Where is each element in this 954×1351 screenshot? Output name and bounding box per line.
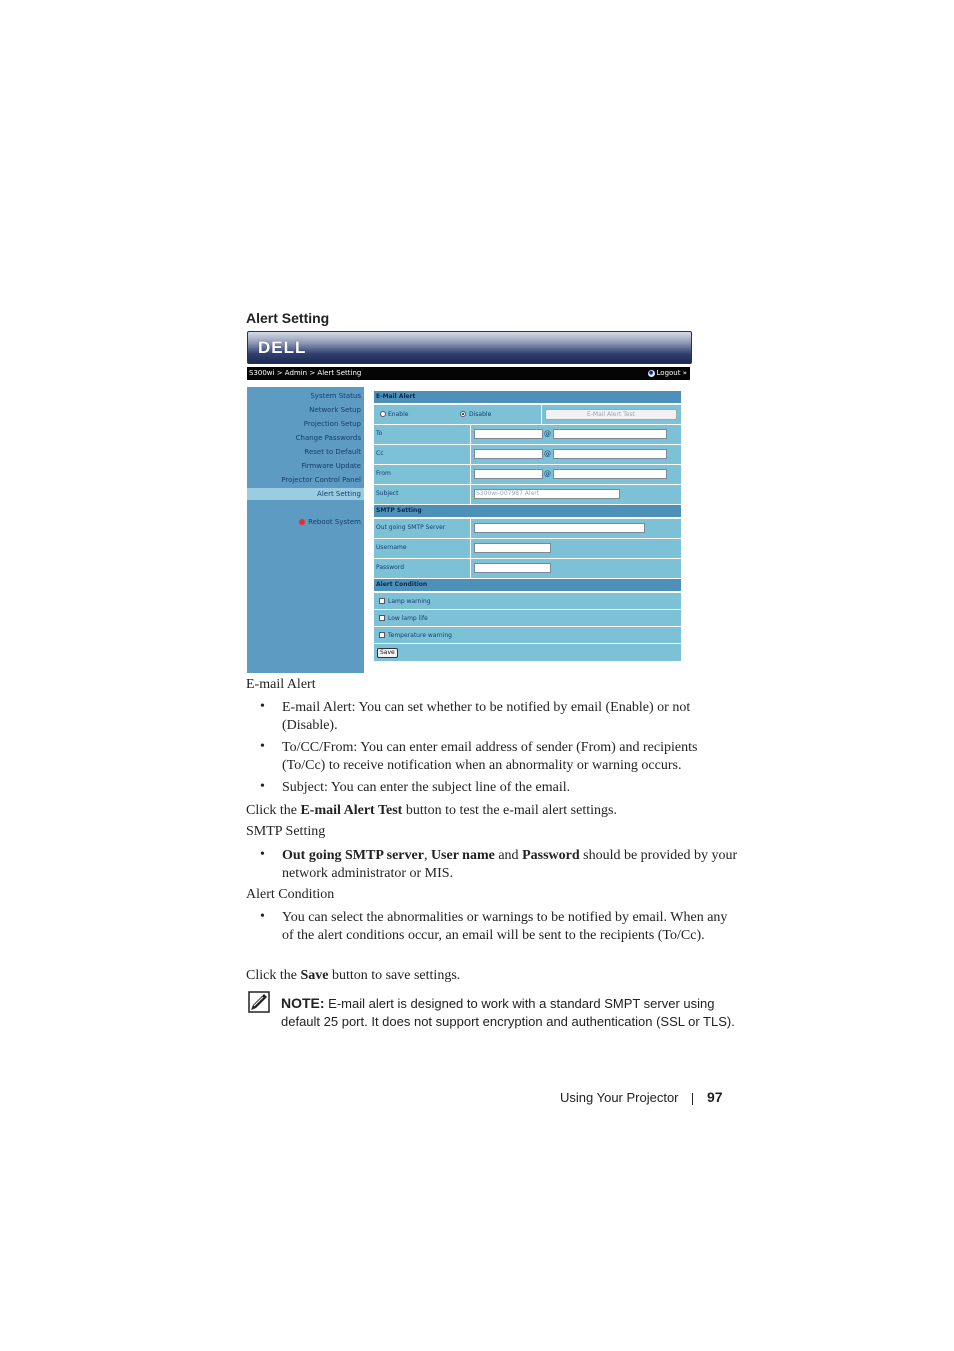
- bullet: •: [260, 779, 265, 794]
- email-alert-test-button[interactable]: E-Mail Alert Test: [545, 409, 677, 420]
- low-lamp-life-label: Low lamp life: [388, 615, 428, 622]
- low-lamp-life-checkbox[interactable]: [379, 615, 385, 621]
- breadcrumb: S300wi > Admin > Alert Setting: [249, 369, 362, 377]
- sidebar-item-alert-setting[interactable]: Alert Setting: [317, 490, 361, 498]
- bullet: •: [260, 739, 265, 754]
- subject-row: [374, 485, 681, 505]
- to-label: To: [376, 430, 383, 437]
- smtp-bullet: Out going SMTP server, User name and Password should be provided by your network administrator or MIS.: [282, 848, 738, 881]
- bullet: •: [260, 847, 265, 862]
- sidebar-item-projection-setup[interactable]: Projection Setup: [303, 420, 361, 428]
- at-symbol: @: [544, 470, 551, 478]
- alert-condition-heading: Alert Condition: [246, 887, 335, 902]
- cell-divider: [470, 485, 471, 504]
- alert-condition-header: Alert Condition: [374, 579, 681, 591]
- smtp-server-row: [374, 519, 681, 539]
- save-button[interactable]: Save: [377, 648, 398, 658]
- logout-label: Logout »: [656, 369, 687, 377]
- temperature-warning-row: [374, 627, 681, 644]
- lamp-warning-label: Lamp warning: [388, 598, 431, 605]
- low-lamp-life-row: [374, 610, 681, 627]
- dell-logo: DELL: [258, 338, 307, 357]
- cc-label: Cc: [376, 450, 384, 457]
- enable-radio[interactable]: [380, 411, 386, 417]
- subject-input[interactable]: S300wi-007987 Alert: [474, 489, 620, 499]
- cell-divider: [470, 519, 471, 538]
- lamp-warning-checkbox[interactable]: [379, 598, 385, 604]
- save-row: [374, 644, 681, 661]
- cc-domain-input[interactable]: [553, 449, 667, 459]
- at-symbol: @: [544, 430, 551, 438]
- disable-radio[interactable]: [460, 411, 466, 417]
- password-label: Password: [376, 564, 405, 571]
- sidebar-item-projector-control-panel[interactable]: Projector Control Panel: [281, 476, 361, 484]
- sidebar-item-firmware-update[interactable]: Firmware Update: [301, 462, 361, 470]
- logout-link[interactable]: [648, 367, 687, 380]
- email-alert-header: E-Mail Alert: [374, 391, 681, 403]
- page-number: 97: [707, 1089, 723, 1105]
- password-row: [374, 559, 681, 579]
- email-bullet-2: To/CC/From: You can enter email address of sender (From) and recipients (To/Cc) to receive notification when an abnormality or warning occurs.: [282, 740, 698, 773]
- sidebar-item-network-setup[interactable]: Network Setup: [309, 406, 361, 414]
- alert-bullet: You can select the abnormalities or warnings to be notified by email. When any of the alert conditions occur, an email will be sent to the recipients (To/Cc).: [282, 910, 728, 943]
- subject-label: Subject: [376, 490, 399, 497]
- cell-divider: [470, 539, 471, 558]
- cc-row: [374, 445, 681, 465]
- cell-divider: [470, 559, 471, 578]
- lamp-warning-row: [374, 593, 681, 610]
- power-icon: ●: [648, 370, 654, 376]
- from-domain-input[interactable]: [553, 469, 667, 479]
- temperature-warning-label: Temperature warning: [388, 632, 452, 639]
- sidebar-item-reset-to-default[interactable]: Reset to Default: [304, 448, 361, 456]
- from-user-input[interactable]: [474, 469, 543, 479]
- email-bullet-3: Subject: You can enter the subject line of the email.: [282, 780, 571, 795]
- at-symbol: @: [544, 450, 551, 458]
- cell-divider: [470, 445, 471, 464]
- username-row: [374, 539, 681, 559]
- to-row: [374, 425, 681, 445]
- to-domain-input[interactable]: [553, 429, 667, 439]
- disable-label: Disable: [469, 411, 492, 418]
- note-pencil-icon: [248, 991, 270, 1013]
- reboot-system-button[interactable]: [299, 518, 361, 526]
- username-label: Username: [376, 544, 407, 551]
- note-text: E-mail alert is designed to work with a standard SMPT server using default 25 port. It does not support encryption and authentication (SSL or TLS).: [281, 996, 735, 1029]
- smtp-heading: SMTP Setting: [246, 824, 326, 839]
- enable-row: [374, 405, 681, 425]
- test-instruction: Click the E-mail Alert Test button to test the e-mail alert settings.: [246, 803, 617, 818]
- nav-bar: [247, 367, 690, 380]
- from-label: From: [376, 470, 391, 477]
- cell-divider: [470, 425, 471, 444]
- bullet: •: [260, 909, 265, 924]
- header-banner: [247, 331, 692, 364]
- reboot-label: Reboot System: [308, 518, 361, 526]
- bullet: •: [260, 699, 265, 714]
- save-instruction: Click the Save button to save settings.: [246, 968, 461, 983]
- footer-divider: [692, 1093, 693, 1105]
- password-input[interactable]: [474, 563, 551, 573]
- alert-setting-screenshot: [246, 330, 691, 674]
- smtp-setting-header: SMTP Setting: [374, 505, 681, 517]
- sidebar-item-change-passwords[interactable]: Change Passwords: [295, 434, 361, 442]
- enable-label: Enable: [388, 411, 409, 418]
- smtp-server-label: Out going SMTP Server: [376, 524, 446, 531]
- section-title: Alert Setting: [246, 310, 330, 326]
- username-input[interactable]: [474, 543, 551, 553]
- email-bullet-1: E-mail Alert: You can set whether to be notified by email (Enable) or not (Disable).: [282, 700, 691, 733]
- temperature-warning-checkbox[interactable]: [379, 632, 385, 638]
- email-alert-heading: E-mail Alert: [246, 677, 316, 692]
- sidebar-item-system-status[interactable]: System Status: [310, 392, 361, 400]
- footer-chapter: Using Your Projector: [560, 1090, 679, 1105]
- note: [281, 994, 741, 1031]
- smtp-server-input[interactable]: [474, 523, 645, 533]
- cell-divider: [541, 405, 542, 424]
- to-user-input[interactable]: [474, 429, 543, 439]
- cc-user-input[interactable]: [474, 449, 543, 459]
- note-label: NOTE:: [281, 995, 325, 1011]
- cell-divider: [470, 465, 471, 484]
- reboot-icon: [299, 519, 305, 525]
- from-row: [374, 465, 681, 485]
- sidebar: [247, 387, 364, 673]
